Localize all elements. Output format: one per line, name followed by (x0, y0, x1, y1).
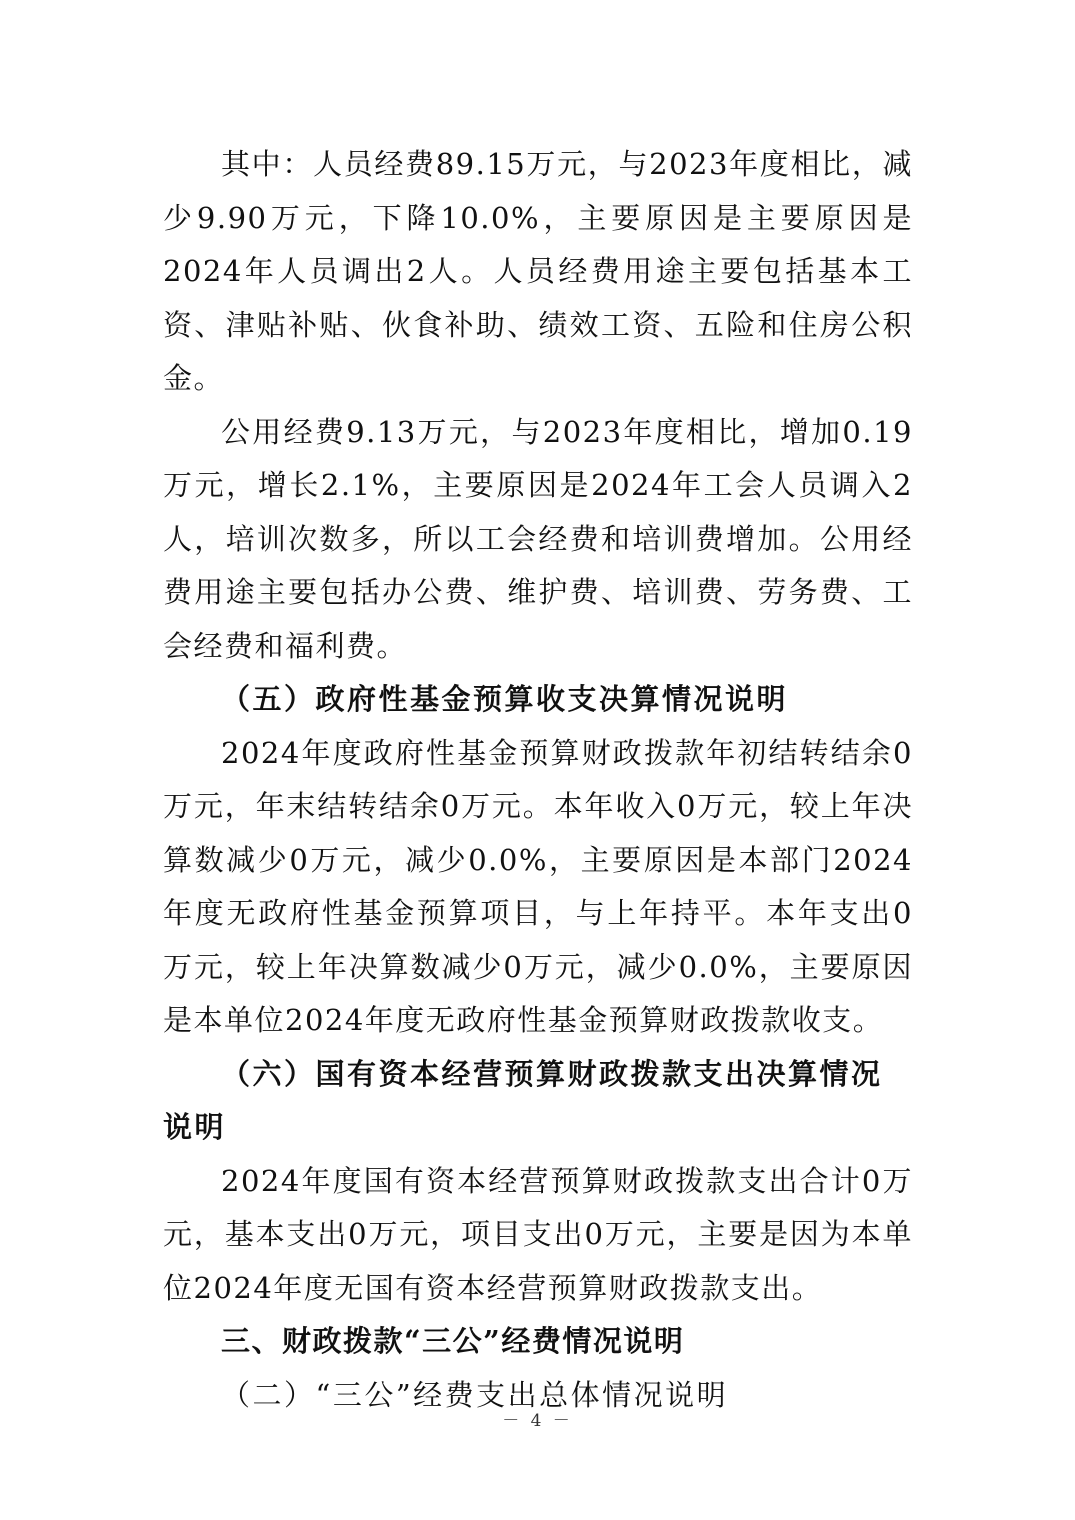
three-public-heading: 三、财政拨款“三公”经费情况说明 (221, 1324, 685, 1358)
page-body (163, 138, 913, 1422)
personnel-expense-paragraph: 其中：人员经费89.15万元，与2023年度相比，减少9.90万元，下降10.0%，主要原因是主要原因是2024年人员调出2人。人员经费用途主要包括基本工资、津贴补贴、伙食补助、绩效工资、五险和住房公积金。 (163, 147, 913, 395)
gov-fund-heading: （五）政府性基金预算收支决算情况说明 (221, 682, 789, 716)
page-number: － 4 － (502, 1411, 573, 1431)
public-expense-paragraph: 公用经费9.13万元，与2023年度相比，增加0.19万元，增长2.1%，主要原因是2024年工会人员调入2人，培训次数多，所以工会经费和培训费增加。公用经费用途主要包括办公费、维护费、培训费、劳务费、工会经费和福利费。 (163, 414, 913, 663)
three-public-sub-heading: （二）“三公”经费支出总体情况说明 (221, 1377, 729, 1412)
gov-fund-paragraph: 2024年度政府性基金预算财政拨款年初结转结余0万元，年末结转结余0万元。本年收入0万元，较上年决算数减少0万元，减少0.0%，主要原因是本部门2024年度无政府性基金预算项目，与上年持平。本年支出0万元，较上年决算数减少0万元，减少0.0%，主要原因是本单位2024年度无政府性基金预算财政拨款收支。 (163, 735, 913, 1037)
state-capital-paragraph: 2024年度国有资本经营预算财政拨款支出合计0万元，基本支出0万元，项目支出0万元，主要是因为本单位2024年度无国有资本经营预算财政拨款支出。 (163, 1163, 913, 1305)
state-capital-heading: （六）国有资本经营预算财政拨款支出决算情况说明 (163, 1056, 883, 1144)
